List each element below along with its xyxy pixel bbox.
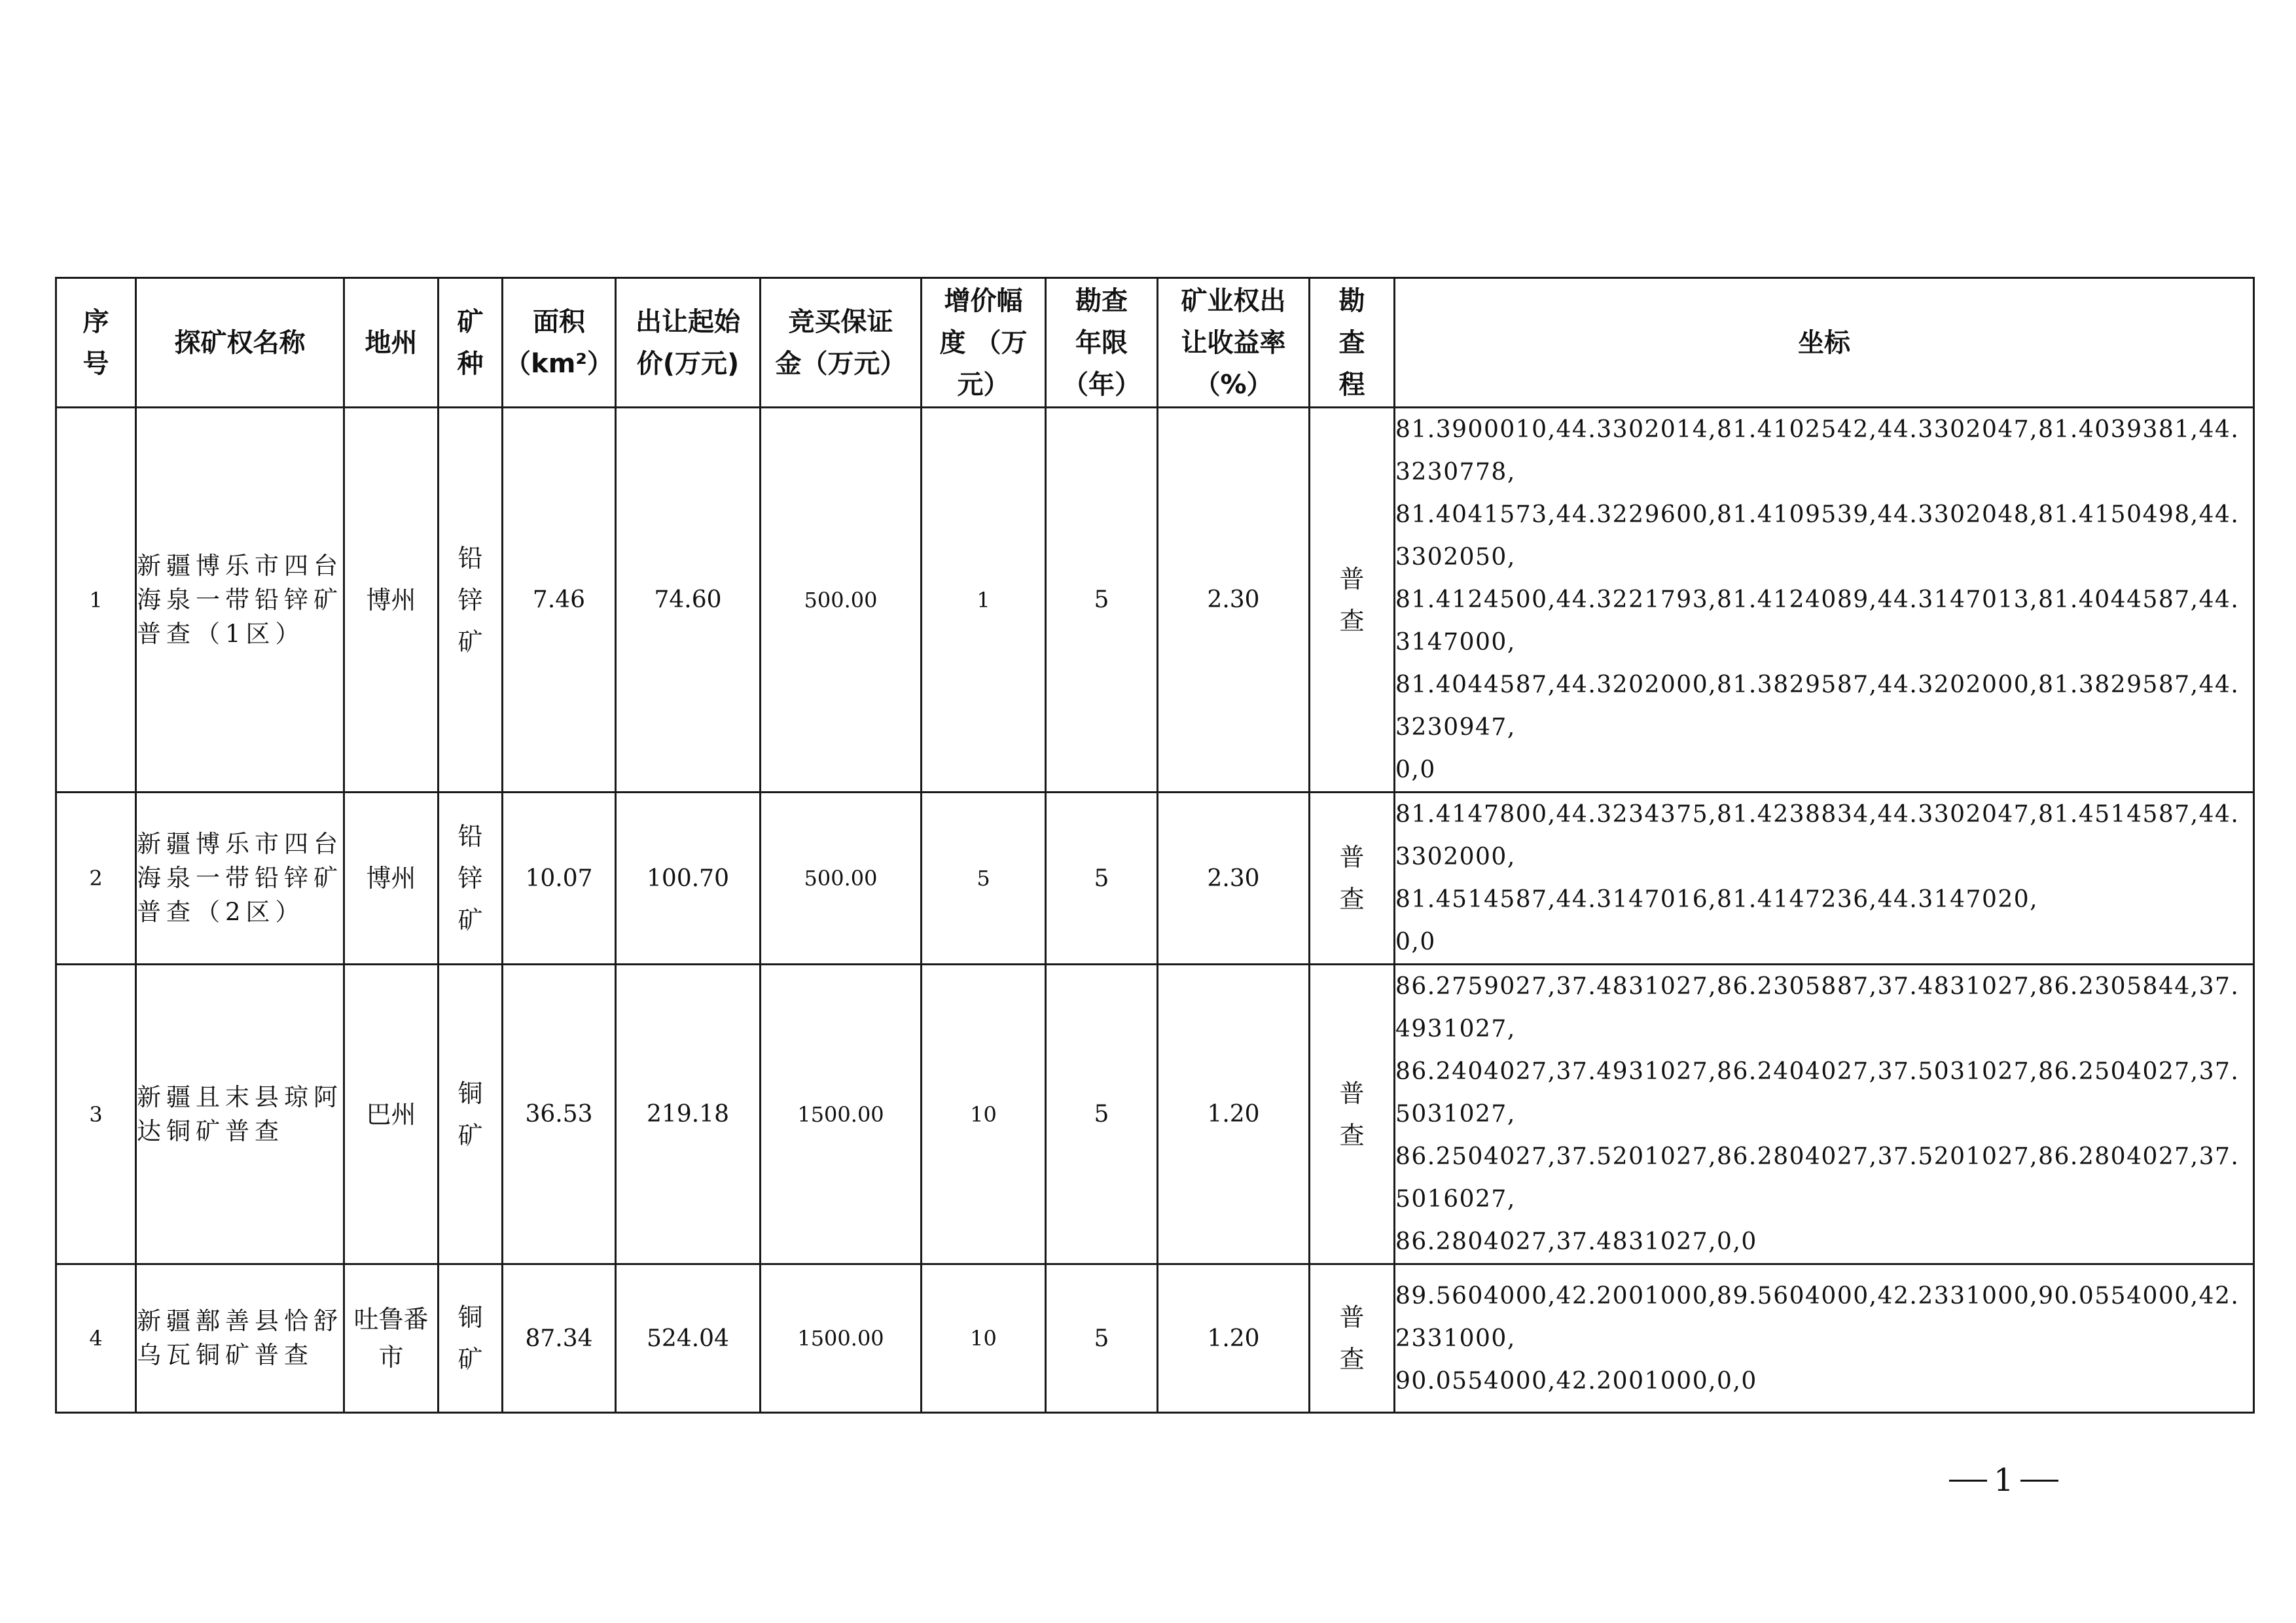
cell-years: 5 <box>1046 793 1158 965</box>
page-dash-left <box>1949 1480 1987 1482</box>
cell-deposit: 1500.00 <box>761 965 922 1264</box>
cell-stage: 普 查 <box>1310 408 1395 793</box>
cell-area: 36.53 <box>503 965 616 1264</box>
header-row <box>56 278 2254 408</box>
cell-deposit: 1500.00 <box>761 1264 922 1413</box>
header-seq: 序 号 <box>56 278 136 408</box>
header-area: 面积 （km²） <box>503 278 616 408</box>
page-dash-right <box>2020 1480 2058 1482</box>
cell-years: 5 <box>1046 965 1158 1264</box>
header-stage: 勘 查 程 <box>1310 278 1395 408</box>
cell-region: 博州 <box>344 408 439 793</box>
table-row <box>56 408 2254 793</box>
cell-area: 7.46 <box>503 408 616 793</box>
cell-mineral: 铅 锌 矿 <box>439 408 503 793</box>
cell-seq: 4 <box>56 1264 136 1413</box>
cell-mineral: 铜 矿 <box>439 1264 503 1413</box>
header-rate: 矿业权出 让收益率 （%） <box>1158 278 1310 408</box>
cell-region: 吐鲁番市 <box>344 1264 439 1413</box>
cell-region: 巴州 <box>344 965 439 1264</box>
cell-increment: 10 <box>922 965 1046 1264</box>
table-row <box>56 793 2254 965</box>
cell-years: 5 <box>1046 408 1158 793</box>
header-deposit: 竞买保证 金（万元） <box>761 278 922 408</box>
cell-area: 10.07 <box>503 793 616 965</box>
cell-area: 87.34 <box>503 1264 616 1413</box>
cell-increment: 5 <box>922 793 1046 965</box>
cell-rate: 1.20 <box>1158 965 1310 1264</box>
cell-stage: 普 查 <box>1310 793 1395 965</box>
cell-deposit: 500.00 <box>761 408 922 793</box>
cell-coords: 86.2759027,37.4831027,86.2305887,37.4831027,86.2305844,37.4931027, 86.2404027,37.4931027,86.2404027,37.5031027,86.2504027,37.5031027, 86.2504027,37.5201027,86.2804027,37.5201027,86.2804027,37.5016027, 86.2804027,37.4831027,0,0 <box>1395 965 2254 1264</box>
cell-start-price: 524.04 <box>616 1264 761 1413</box>
header-years: 勘查 年限 （年） <box>1046 278 1158 408</box>
cell-deposit: 500.00 <box>761 793 922 965</box>
cell-name: 新疆博乐市四台海泉一带铅锌矿普查（1区） <box>136 408 344 793</box>
cell-years: 5 <box>1046 1264 1158 1413</box>
mining-rights-table <box>55 277 2255 1414</box>
cell-rate: 2.30 <box>1158 793 1310 965</box>
cell-name: 新疆鄯善县恰舒乌瓦铜矿普查 <box>136 1264 344 1413</box>
header-mineral: 矿 种 <box>439 278 503 408</box>
table-row <box>56 1264 2254 1413</box>
cell-start-price: 74.60 <box>616 408 761 793</box>
cell-mineral: 铅 锌 矿 <box>439 793 503 965</box>
cell-seq: 3 <box>56 965 136 1264</box>
cell-rate: 1.20 <box>1158 1264 1310 1413</box>
header-region: 地州 <box>344 278 439 408</box>
cell-seq: 2 <box>56 793 136 965</box>
cell-coords: 89.5604000,42.2001000,89.5604000,42.2331000,90.0554000,42.2331000, 90.0554000,42.2001000,0,0 <box>1395 1264 2254 1413</box>
cell-seq: 1 <box>56 408 136 793</box>
cell-region: 博州 <box>344 793 439 965</box>
header-name: 探矿权名称 <box>136 278 344 408</box>
cell-start-price: 100.70 <box>616 793 761 965</box>
page-number-text: 1 <box>1994 1462 2014 1499</box>
page-number <box>1949 1461 2058 1500</box>
header-start-price: 出让起始 价(万元) <box>616 278 761 408</box>
table-row <box>56 965 2254 1264</box>
header-coords: 坐标 <box>1395 278 2254 408</box>
cell-stage: 普 查 <box>1310 965 1395 1264</box>
cell-increment: 1 <box>922 408 1046 793</box>
cell-rate: 2.30 <box>1158 408 1310 793</box>
cell-coords: 81.3900010,44.3302014,81.4102542,44.3302047,81.4039381,44.3230778, 81.4041573,44.3229600,81.4109539,44.3302048,81.4150498,44.3302050, 81.4124500,44.3221793,81.4124089,44.3147013,81.4044587,44.3147000, 81.4044587,44.3202000,81.3829587,44.3202000,81.3829587,44.3230947, 0,0 <box>1395 408 2254 793</box>
cell-name: 新疆博乐市四台海泉一带铅锌矿普查（2区） <box>136 793 344 965</box>
cell-start-price: 219.18 <box>616 965 761 1264</box>
cell-name: 新疆且末县琼阿达铜矿普查 <box>136 965 344 1264</box>
cell-stage: 普 查 <box>1310 1264 1395 1413</box>
cell-mineral: 铜 矿 <box>439 965 503 1264</box>
cell-increment: 10 <box>922 1264 1046 1413</box>
cell-coords: 81.4147800,44.3234375,81.4238834,44.3302047,81.4514587,44.3302000, 81.4514587,44.3147016,81.4147236,44.3147020, 0,0 <box>1395 793 2254 965</box>
header-increment: 增价幅 度 （万 元） <box>922 278 1046 408</box>
